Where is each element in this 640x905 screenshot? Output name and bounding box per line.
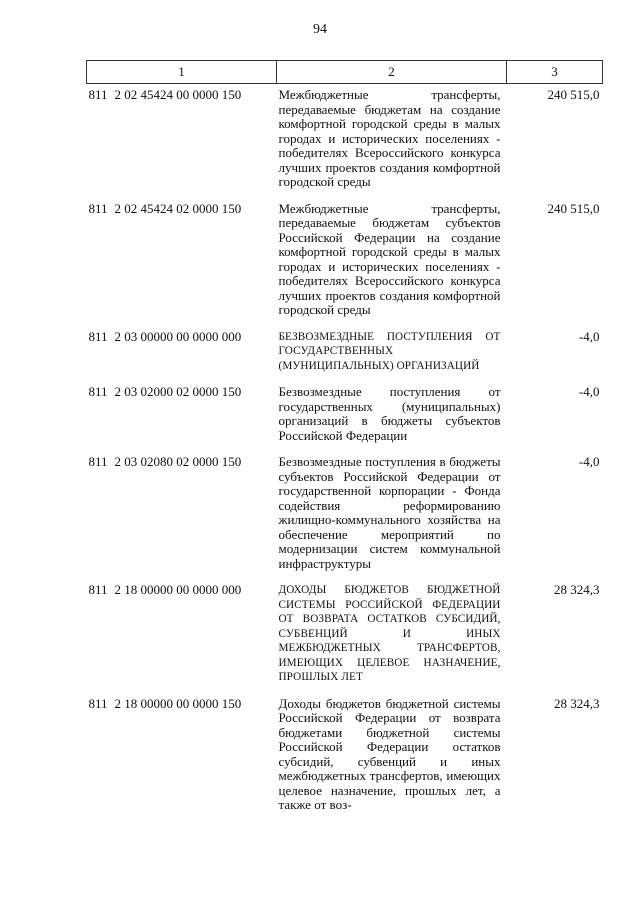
amount-cell: -4,0 — [578, 384, 600, 399]
budget-table — [86, 60, 603, 821]
revenue-description: Безвозмездные поступления в бюджеты субъектов Российской Федерации от государственной корпорации - Фонда содействия реформированию жилищно-коммунального хозяйства на обеспечение мероприятий по модернизации систем коммунальной инфраструктуры — [278, 454, 501, 571]
administrator-code: 811 — [88, 582, 108, 597]
administrator-code: 811 — [88, 454, 108, 469]
amount-cell: 240 515,0 — [547, 87, 600, 102]
classification-code-cell — [87, 451, 277, 579]
revenue-description: Межбюджетные трансферты, передаваемые бюджетам субъектов Российской Федерации на создание комфортной городской среды в малых городах и исторических поселениях - победителях Всероссийского конкурса лучших проектов создания комфортной городской среды — [278, 200, 501, 317]
administrator-code: 811 — [88, 200, 108, 216]
classification-code-cell — [87, 326, 277, 382]
table-header-row — [87, 61, 603, 84]
administrator-code: 811 — [88, 384, 108, 399]
classification-code-cell — [87, 198, 277, 326]
classification-code-cell — [87, 693, 277, 821]
table-row — [87, 693, 603, 821]
revenue-code: 2 03 02000 02 0000 150 — [114, 384, 242, 399]
revenue-description: ДОХОДЫ БЮДЖЕТОВ БЮДЖЕТНОЙ СИСТЕМЫ РОССИЙСКОЙ ФЕДЕРАЦИИ ОТ ВОЗВРАТА ОСТАТКОВ СУБСИДИЙ, СУБВЕНЦИЙ И ИНЫХ МЕЖБЮДЖЕТНЫХ ТРАНСФЕРТОВ, ИМЕЮЩИХ ЦЕЛЕВОЕ НАЗНАЧЕНИЕ, ПРОШЛЫХ ЛЕТ — [278, 584, 501, 683]
administrator-code: 811 — [88, 695, 108, 711]
classification-code-cell — [87, 381, 277, 451]
administrator-code: 811 — [88, 87, 108, 102]
classification-code-cell — [87, 84, 277, 198]
table-row — [87, 326, 603, 382]
revenue-code: 2 02 45424 02 0000 150 — [114, 200, 242, 216]
revenue-description: БЕЗВОЗМЕЗДНЫЕ ПОСТУПЛЕНИЯ ОТ ГОСУДАРСТВЕННЫХ (МУНИЦИПАЛЬНЫХ) ОРГАНИЗАЦИЙ — [278, 330, 501, 372]
revenue-code: 2 18 00000 00 0000 150 — [114, 695, 242, 711]
column-header-3: 3 — [507, 61, 603, 84]
revenue-description: Доходы бюджетов бюджетной системы Российской Федерации от возврата бюджетами бюджетной системы Российской Федерации остатков субсидий, субвенций и иных межбюджетных трансфертов, имеющих целевое назначение, прошлых лет, а также от воз- — [278, 695, 501, 812]
revenue-description: Безвозмездные поступления от государственных (муниципальных) организаций в бюджеты субъектов Российской Федерации — [278, 384, 501, 443]
revenue-code: 2 03 02080 02 0000 150 — [114, 454, 242, 469]
table-row — [87, 579, 603, 693]
page-number: 94 — [313, 22, 327, 37]
amount-cell: 28 324,3 — [554, 695, 600, 711]
table-body — [87, 84, 603, 821]
table-row — [87, 451, 603, 579]
revenue-description: Межбюджетные трансферты, передаваемые бюджетам на создание комфортной городской среды в малых городах и исторических поселениях - победителях Всероссийского конкурса лучших проектов создания комфортной городской среды — [278, 87, 501, 189]
classification-code-cell — [87, 579, 277, 693]
column-header-1: 1 — [87, 61, 277, 84]
amount-cell: -4,0 — [578, 454, 600, 469]
revenue-code: 2 02 45424 00 0000 150 — [114, 87, 242, 102]
column-header-2: 2 — [277, 61, 507, 84]
amount-cell: 28 324,3 — [554, 582, 600, 597]
table-row — [87, 381, 603, 451]
administrator-code: 811 — [88, 328, 108, 344]
revenue-code: 2 18 00000 00 0000 000 — [114, 582, 242, 597]
amount-cell: 240 515,0 — [547, 200, 600, 216]
amount-cell: -4,0 — [578, 328, 600, 344]
table-row — [87, 198, 603, 326]
revenue-code: 2 03 00000 00 0000 000 — [114, 328, 242, 344]
table-row — [87, 84, 603, 198]
